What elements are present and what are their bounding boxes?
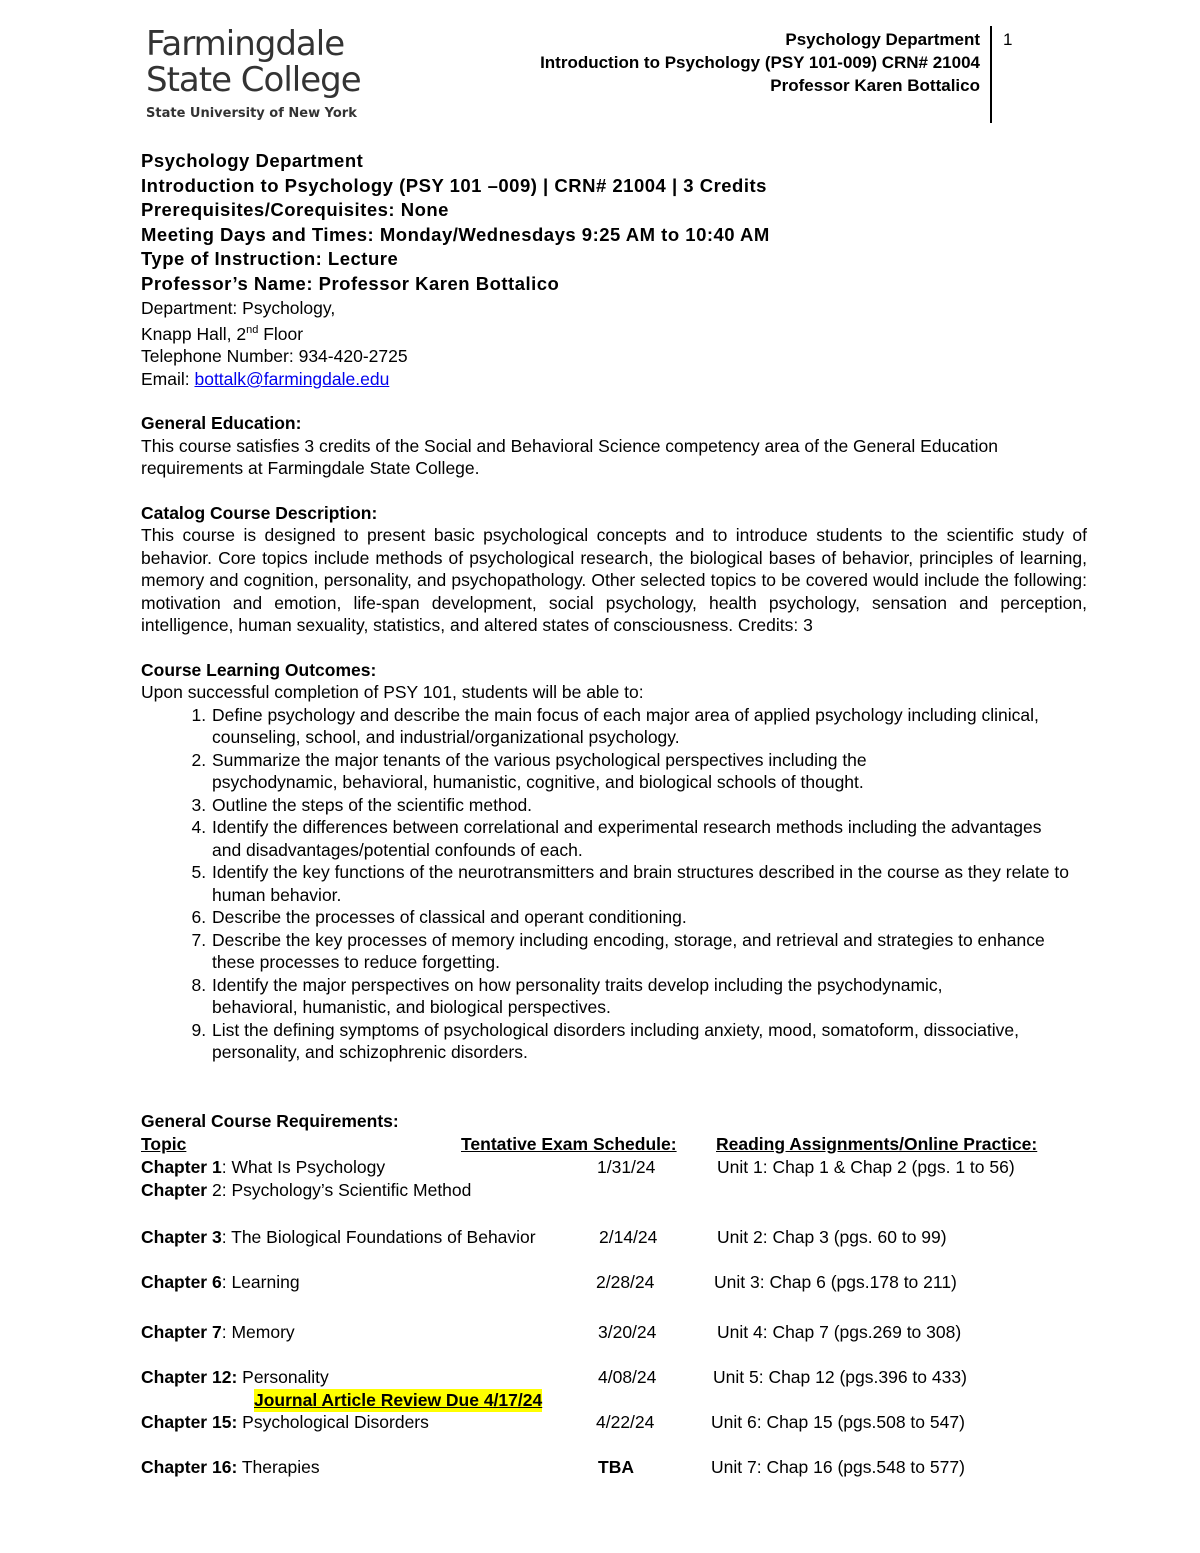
- chapter-label: Chapter 12:: [141, 1367, 238, 1387]
- chapter-label: Chapter 7: [141, 1322, 222, 1342]
- exam-date: 4/08/24: [598, 1367, 657, 1387]
- chapter-label: Chapter 3: [141, 1227, 222, 1247]
- chapter-label: Chapter: [141, 1180, 212, 1200]
- chapter-title: Therapies: [237, 1457, 320, 1477]
- list-item: 2. Summarize the major tenants of the various psychological perspectives including the psychodynamic, behavioral, humanistic, cognitive, and biological schools of thought.: [211, 749, 1071, 794]
- list-item: 9. List the defining symptoms of psychological disorders including anxiety, mood, somatoform, dissociative, personality, and schizophrenic disorders.: [211, 1019, 1071, 1064]
- logo-line-1: Farmingdale: [146, 24, 345, 64]
- list-item: 3. Outline the steps of the scientific method.: [211, 794, 1071, 817]
- chapter-title: : What Is Psychology: [221, 1157, 386, 1177]
- exam-date: 4/22/24: [596, 1412, 655, 1432]
- reading: Unit 1: Chap 1 & Chap 2 (pgs. 1 to 56): [717, 1157, 1015, 1177]
- exam-date: 2/28/24: [596, 1272, 655, 1292]
- chapter-title: Personality: [237, 1367, 329, 1387]
- list-item: 1. Define psychology and describe the main focus of each major area of applied psychology including clinical, counseling, school, and industrial/organizational psychology.: [211, 704, 1071, 749]
- table-row: [141, 1411, 1091, 1434]
- header-course: Introduction to Psychology (PSY 101-009) CRN# 21004: [540, 53, 980, 72]
- reading: Unit 5: Chap 12 (pgs.396 to 433): [713, 1367, 967, 1387]
- info-prereq: Prerequisites/Corequisites: None: [141, 199, 449, 221]
- college-logo: [146, 26, 361, 121]
- table-row: [141, 1271, 1091, 1294]
- table-row: [141, 1226, 1091, 1249]
- info-instruction: Type of Instruction: Lecture: [141, 248, 399, 270]
- reading: Unit 4: Chap 7 (pgs.269 to 308): [717, 1322, 962, 1342]
- gen-ed-heading: General Education:: [141, 413, 302, 434]
- list-item: 4. Identify the differences between correlational and experimental research methods including the advantages and disadvantages/potential confounds of each.: [211, 816, 1071, 861]
- catalog-text: This course is designed to present basic psychological concepts and to introduce students to the scientific study of behavior. Core topics include methods of psychological research, the biological bases of behavior, principles of learning, memory and cognition, personality, and psychopathology. Other selected topics to be covered would include the following: motivation and emotion, life-span development, social psychology, health psychology, sensation and perception, intelligence, human sexuality, statistics, and altered states of consciousness. Credits: 3: [141, 525, 1087, 636]
- email-link[interactable]: bottalk@farmingdale.edu: [194, 368, 390, 389]
- chapter-title: 2: Psychology’s Scientific Method: [211, 1180, 472, 1200]
- info-meeting: Meeting Days and Times: Monday/Wednesdays 9:25 AM to 10:40 AM: [141, 223, 770, 245]
- chapter-title: : The Biological Foundations of Behavior: [221, 1227, 536, 1247]
- exam-date: TBA: [598, 1457, 634, 1477]
- requirements-heading: General Course Requirements:: [141, 1111, 399, 1131]
- table-row: [141, 1456, 1091, 1479]
- info-phone: Telephone Number: 934-420-2725: [141, 346, 408, 367]
- syllabus-body: [141, 149, 1087, 1064]
- chapter-title: Psychological Disorders: [237, 1412, 429, 1432]
- chapter-label: Chapter 16:: [141, 1457, 238, 1477]
- col-topic: Topic: [141, 1134, 187, 1154]
- info-prof-name: Professor’s Name: Professor Karen Bottalico: [141, 272, 560, 294]
- journal-note-row: [141, 1389, 1091, 1412]
- reading: Unit 6: Chap 15 (pgs.508 to 547): [711, 1412, 965, 1432]
- list-item: 7. Describe the key processes of memory including encoding, storage, and retrieval and strategies to enhance these processes to reduce forgetting.: [211, 929, 1071, 974]
- reading: Unit 7: Chap 16 (pgs.548 to 577): [711, 1457, 965, 1477]
- outcomes-list: [141, 704, 1071, 1064]
- exam-date: 2/14/24: [599, 1227, 658, 1247]
- reading: Unit 3: Chap 6 (pgs.178 to 211): [714, 1272, 957, 1292]
- chapter-label: Chapter 1: [141, 1157, 222, 1177]
- list-item: 8. Identify the major perspectives on how personality traits develop including the psychodynamic, behavioral, humanistic, and biological perspectives.: [211, 974, 1071, 1019]
- outcomes-heading: Course Learning Outcomes:: [141, 659, 377, 680]
- table-header: [141, 1133, 1091, 1156]
- list-item: 5. Identify the key functions of the neurotransmitters and brain structures described in the course as they relate to human behavior.: [211, 861, 1071, 906]
- chapter-title: : Memory: [221, 1322, 295, 1342]
- gen-ed-text: This course satisfies 3 credits of the Social and Behavioral Science competency area of the General Education requirements at Farmingdale State College.: [141, 435, 998, 479]
- page-number: 1: [1003, 30, 1013, 49]
- outcomes-intro: Upon successful completion of PSY 101, students will be able to:: [141, 682, 644, 703]
- header-dept: Psychology Department: [785, 30, 980, 49]
- col-reading: Reading Assignments/Online Practice:: [716, 1134, 1038, 1154]
- exam-date: 1/31/24: [597, 1157, 656, 1177]
- header-professor: Professor Karen Bottalico: [770, 76, 980, 95]
- info-department: Department: Psychology,: [141, 297, 336, 318]
- table-row: [141, 1321, 1091, 1344]
- exam-date: 3/20/24: [598, 1322, 657, 1342]
- col-exam: Tentative Exam Schedule:: [461, 1134, 677, 1154]
- catalog-heading: Catalog Course Description:: [141, 502, 378, 523]
- info-course: Introduction to Psychology (PSY 101 –009) | CRN# 21004 | 3 Credits: [141, 174, 767, 196]
- info-email: Email: bottalk@farmingdale.edu: [141, 368, 390, 389]
- info-dept: Psychology Department: [141, 150, 364, 171]
- table-row: [141, 1179, 1091, 1202]
- logo-line-3: State University of New York: [146, 106, 357, 121]
- logo-line-2: State College: [146, 60, 361, 100]
- running-header: [540, 28, 980, 97]
- journal-due-note: Journal Article Review Due 4/17/24: [254, 1390, 543, 1410]
- info-office: Knapp Hall, 2nd Floor: [141, 323, 304, 344]
- list-item: 6. Describe the processes of classical and operant conditioning.: [211, 906, 1071, 929]
- table-row: [141, 1366, 1091, 1389]
- chapter-label: Chapter 6: [141, 1272, 222, 1292]
- table-row: [141, 1156, 1091, 1179]
- reading: Unit 2: Chap 3 (pgs. 60 to 99): [717, 1227, 947, 1247]
- header-divider: [990, 26, 992, 123]
- chapter-label: Chapter 15:: [141, 1412, 238, 1432]
- chapter-title: : Learning: [221, 1272, 300, 1292]
